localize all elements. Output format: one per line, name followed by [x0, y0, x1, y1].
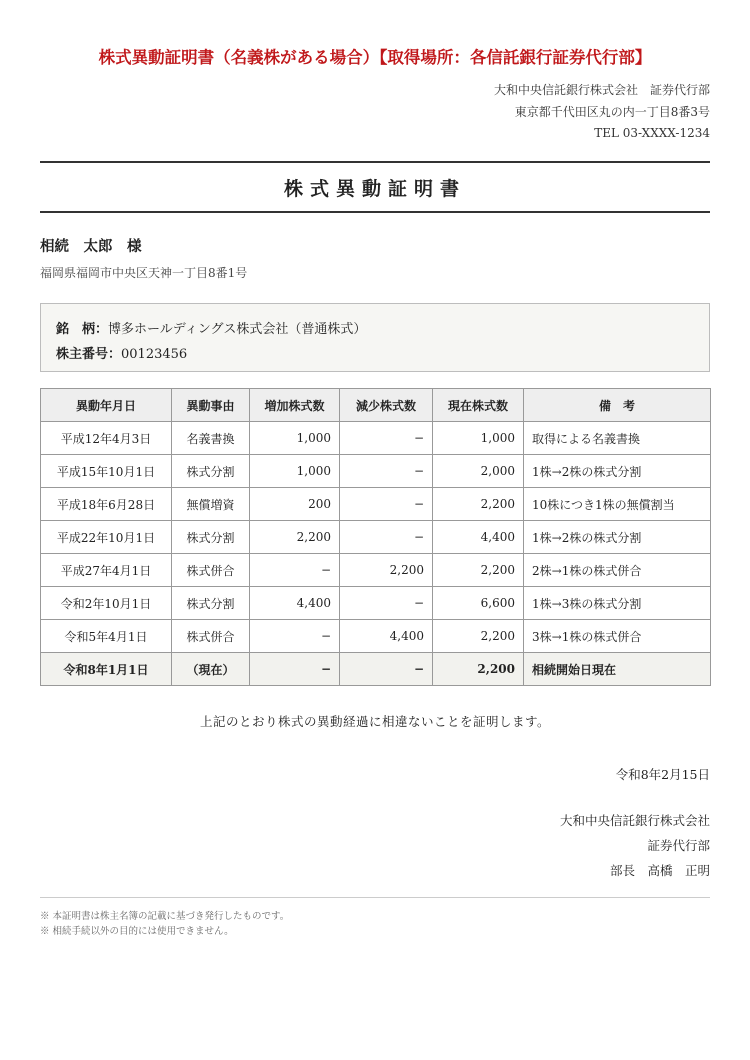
- signer-person: 部長 高橋 正明: [609, 863, 710, 878]
- footnote: ※ 本証明書は株主名簿の記載に基づき発行したものです。: [40, 911, 290, 922]
- table-row: [41, 521, 711, 554]
- holder-label: 株主番号：: [56, 347, 122, 362]
- cell-increase: −: [250, 554, 340, 587]
- table-row: [41, 620, 711, 653]
- cell-increase: 1,000: [250, 455, 340, 488]
- cell-decrease: 2,200: [340, 554, 433, 587]
- cell-decrease: −: [340, 422, 433, 455]
- certification-statement: 上記のとおり株式の異動経過に相違ないことを証明します。: [199, 714, 550, 729]
- cell-increase: −: [250, 620, 340, 653]
- table-row: [41, 554, 711, 587]
- cell-date: 平成22年10月1日: [41, 521, 172, 554]
- issue-label: 銘 柄：: [56, 322, 109, 337]
- table-header-row: [41, 389, 711, 422]
- cell-increase: 4,400: [250, 587, 340, 620]
- cell-remarks: 10株につき1株の無償割当: [524, 488, 711, 521]
- title-rule-top: [40, 161, 710, 163]
- header-remarks: 備 考: [524, 389, 711, 422]
- issuer-address: 東京都千代田区丸の内一丁目8番3号: [514, 104, 710, 119]
- cell-remarks: 3株→1株の株式併合: [524, 620, 711, 653]
- signer-block: [560, 808, 710, 883]
- cell-current: 1,000: [433, 422, 524, 455]
- header-reason: 異動事由: [172, 389, 250, 422]
- cell-remarks: 取得による名義書換: [524, 422, 711, 455]
- header-increase: 増加株式数: [250, 389, 340, 422]
- cell-reason: 株式分割: [172, 587, 250, 620]
- total-increase: −: [250, 653, 340, 686]
- table-row: [41, 488, 711, 521]
- stock-info-box: [40, 303, 710, 372]
- total-current: 2,200: [433, 653, 524, 686]
- total-decrease: −: [340, 653, 433, 686]
- cell-current: 2,200: [433, 554, 524, 587]
- header-decrease: 減少株式数: [340, 389, 433, 422]
- total-date: 令和8年1月1日: [41, 653, 172, 686]
- document-title: 株式異動証明書: [283, 178, 466, 200]
- cell-date: 平成12年4月3日: [41, 422, 172, 455]
- cell-current: 4,400: [433, 521, 524, 554]
- cell-decrease: −: [340, 488, 433, 521]
- cell-remarks: 1株→2株の株式分割: [524, 455, 711, 488]
- cell-increase: 1,000: [250, 422, 340, 455]
- issuer-block: [494, 80, 710, 145]
- cell-reason: 株式併合: [172, 554, 250, 587]
- cell-current: 2,200: [433, 488, 524, 521]
- cell-remarks: 1株→3株の株式分割: [524, 587, 711, 620]
- cell-reason: 株式分割: [172, 521, 250, 554]
- issue-value: 博多ホールディングス株式会社（普通株式）: [108, 322, 367, 337]
- cell-reason: 株式分割: [172, 455, 250, 488]
- issue-line: [56, 318, 366, 337]
- recipient-address: 福岡県福岡市中央区天神一丁目8番1号: [40, 266, 248, 280]
- cell-date: 令和2年10月1日: [41, 587, 172, 620]
- cell-increase: 200: [250, 488, 340, 521]
- holder-value: 00123456: [121, 347, 188, 362]
- holder-line: [56, 343, 187, 362]
- share-history-table: [40, 388, 711, 686]
- signer-company: 大和中央信託銀行株式会社: [559, 813, 710, 828]
- cell-reason: 株式併合: [172, 620, 250, 653]
- table-total-row: [41, 653, 711, 686]
- cell-current: 6,600: [433, 587, 524, 620]
- cell-date: 平成27年4月1日: [41, 554, 172, 587]
- cell-date: 平成15年10月1日: [41, 455, 172, 488]
- recipient-name: 相続 太郎 様: [40, 238, 142, 255]
- header-date: 異動年月日: [41, 389, 172, 422]
- banner-title: 株式異動証明書（名義株がある場合）【取得場所：各信託銀行証券代行部】: [98, 48, 652, 67]
- issuer-tel: TEL 03-XXXX-1234: [594, 126, 710, 140]
- issue-date: 令和8年2月15日: [615, 767, 710, 782]
- footnote: ※ 相続手続以外の目的には使用できません。: [40, 926, 234, 937]
- cell-current: 2,200: [433, 620, 524, 653]
- title-rule-bottom: [40, 211, 710, 213]
- cell-current: 2,000: [433, 455, 524, 488]
- cell-decrease: −: [340, 521, 433, 554]
- cell-remarks: 1株→2株の株式分割: [524, 521, 711, 554]
- cell-reason: 名義書換: [172, 422, 250, 455]
- cell-date: 平成18年6月28日: [41, 488, 172, 521]
- signer-department: 証券代行部: [647, 838, 710, 853]
- footnotes: [40, 909, 289, 939]
- cell-remarks: 2株→1株の株式併合: [524, 554, 711, 587]
- cell-date: 令和5年4月1日: [41, 620, 172, 653]
- footer-rule: [40, 897, 710, 898]
- header-current: 現在株式数: [433, 389, 524, 422]
- cell-reason: 無償増資: [172, 488, 250, 521]
- cell-decrease: −: [340, 587, 433, 620]
- issuer-company: 大和中央信託銀行株式会社 証券代行部: [493, 83, 710, 97]
- table-row: [41, 455, 711, 488]
- cell-decrease: 4,400: [340, 620, 433, 653]
- table-row: [41, 422, 711, 455]
- cell-decrease: −: [340, 455, 433, 488]
- table-row: [41, 587, 711, 620]
- total-reason: （現在）: [172, 653, 250, 686]
- cell-increase: 2,200: [250, 521, 340, 554]
- total-remarks: 相続開始日現在: [524, 653, 711, 686]
